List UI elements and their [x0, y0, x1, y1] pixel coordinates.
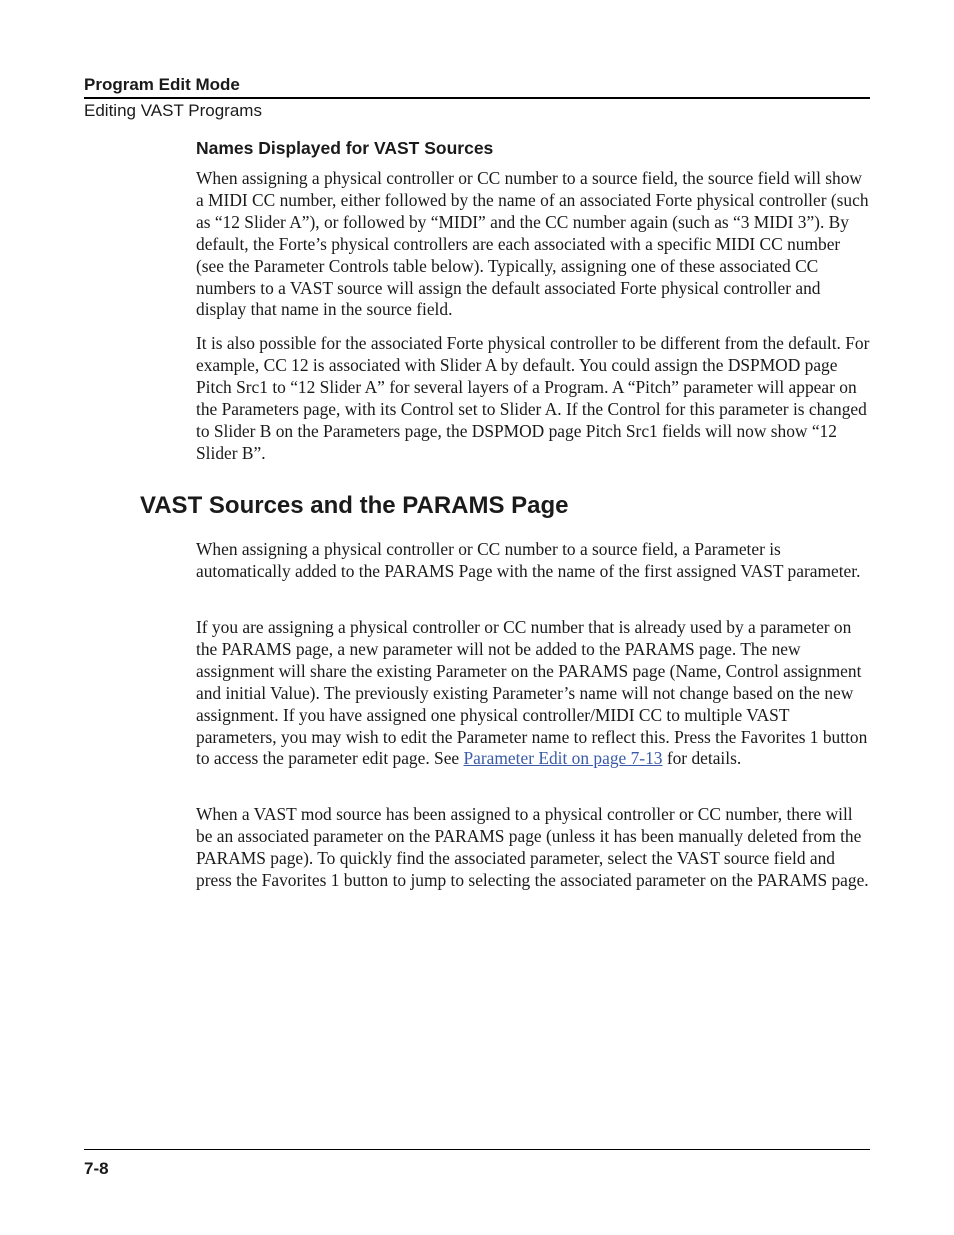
params-paragraph-2	[196, 617, 872, 770]
section-subtitle: Editing VAST Programs	[84, 101, 262, 120]
parameter-edit-link[interactable]: Parameter Edit on page 7-13	[463, 748, 663, 769]
page-number: 7-8	[84, 1159, 109, 1178]
footer-divider	[84, 1149, 870, 1150]
params-paragraph-2-text-before: If you are assigning a physical controller or CC number that is already used by a parameter on the PARAMS page, a new parameter will not be added to the PARAMS page. The new assignment will share the existing Parameter on the PARAMS page (Name, Control assignment and initial Value). The previously existing Parameter’s name will not change based on the new assignment. If you have assigned one physical controller/MIDI CC to multiple VAST parameters, you may wish to edit the Parameter name to reflect this. Press the Favorites 1 button to access the parameter edit page. See	[196, 617, 868, 769]
params-paragraph-3: When a VAST mod source has been assigned to a physical controller or CC number, there will be an associated parameter on the PARAMS page (unless it has been manually deleted from the PARAMS page). To quickly find the associated parameter, select the VAST source field and press the Favorites 1 button to jump to selecting the associated parameter on the PARAMS page.	[196, 804, 869, 890]
params-paragraph-2-text-after: for details.	[662, 748, 742, 769]
names-paragraph-1: When assigning a physical controller or CC number to a source field, the source field will show a MIDI CC number, either followed by the name of an associated Forte physical controller (such as “12 Slider A”), or followed by “MIDI” and the CC number again (such as “3 MIDI 3”). By default, the Forte’s physical controllers are each associated with a specific MIDI CC number (see the Parameter Controls table below). Typically, assigning one of these associated CC numbers to a VAST source will assign the default associated Forte physical controller and display that name in the source field.	[196, 168, 869, 320]
params-paragraph-1: When assigning a physical controller or CC number to a source field, a Parameter is automatically added to the PARAMS Page with the name of the first assigned VAST parameter.	[196, 539, 861, 581]
header-divider	[84, 97, 870, 99]
params-section-heading: VAST Sources and the PARAMS Page	[140, 492, 569, 519]
names-paragraph-2: It is also possible for the associated Forte physical controller to be different from the default. For example, CC 12 is associated with Slider A by default. You could assign the DSPMOD page Pitch Src1 to “12 Slider A” for several layers of a Program. A “Pitch” parameter will appear on the Parameters page, with its Control set to Slider A. If the Control for this parameter is changed to Slider B on the Parameters page, the DSPMOD page Pitch Src1 fields will now show “12 Slider B”.	[196, 333, 870, 463]
chapter-title: Program Edit Mode	[84, 75, 240, 94]
names-section-heading: Names Displayed for VAST Sources	[196, 138, 494, 158]
